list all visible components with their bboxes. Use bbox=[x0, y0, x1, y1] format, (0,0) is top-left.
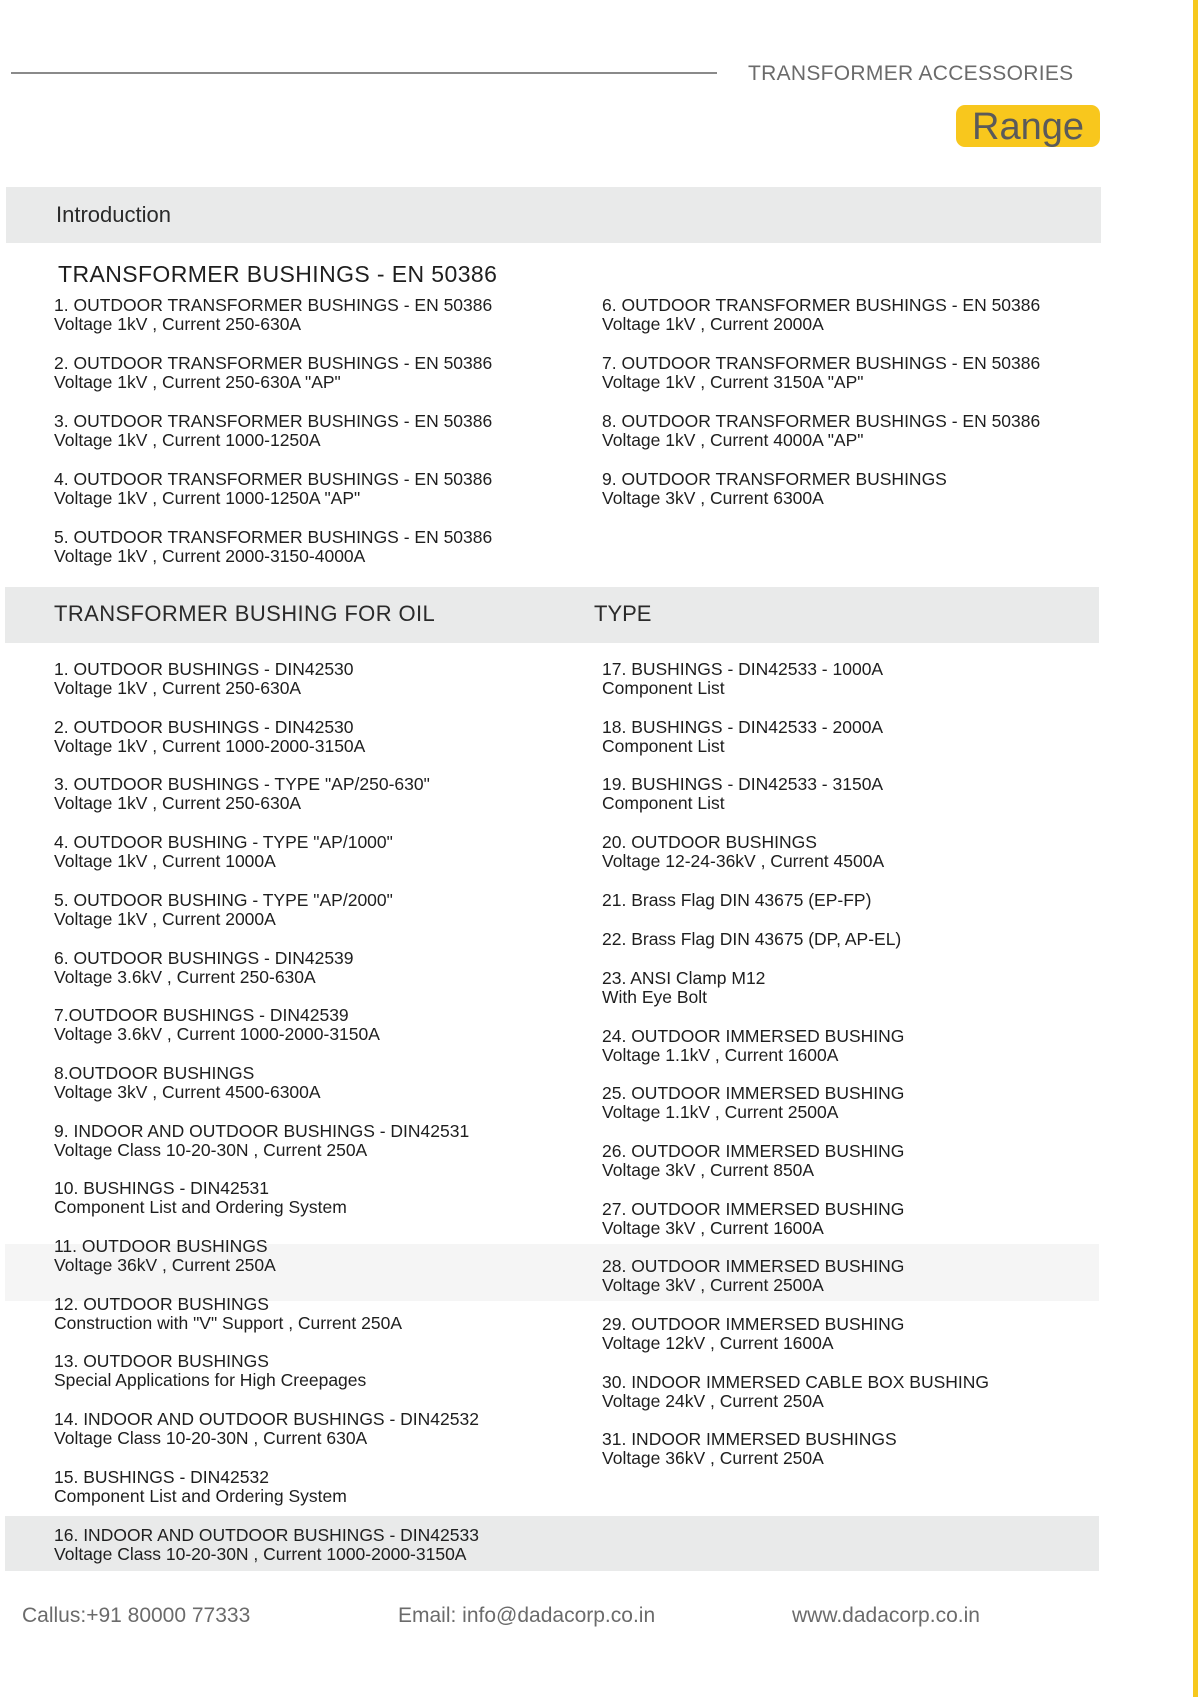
item-spec: Voltage 1.1kV , Current 1600A bbox=[602, 1044, 839, 1065]
list-item bbox=[54, 528, 492, 566]
item-title: 2. OUTDOOR TRANSFORMER BUSHINGS - EN 50386 bbox=[54, 353, 493, 373]
item-spec: Voltage 1kV , Current 2000-3150-4000A bbox=[54, 546, 366, 566]
item-spec: Voltage 1kV , Current 2000A bbox=[602, 314, 824, 334]
item-title: 7. OUTDOOR TRANSFORMER BUSHINGS - EN 50386 bbox=[602, 353, 1041, 373]
list-item bbox=[602, 718, 883, 756]
item-spec: Voltage 3kV , Current 850A bbox=[602, 1159, 815, 1180]
list-item bbox=[54, 1295, 402, 1333]
header-rule bbox=[11, 72, 717, 74]
list-item bbox=[54, 296, 492, 334]
item-title: 13. OUTDOOR BUSHINGS bbox=[54, 1351, 269, 1372]
list-item bbox=[54, 1352, 366, 1390]
item-title: 11. OUTDOOR BUSHINGS bbox=[54, 1236, 268, 1256]
list-item bbox=[54, 949, 354, 987]
list-item bbox=[54, 891, 393, 929]
item-title: 8.OUTDOOR BUSHINGS bbox=[54, 1062, 255, 1083]
item-spec: Voltage Class 10-20-30N , Current 250A bbox=[54, 1139, 368, 1160]
list-item bbox=[54, 470, 492, 508]
item-title: 22. Brass Flag DIN 43675 (DP, AP-EL) bbox=[602, 928, 902, 949]
item-title: 29. OUTDOOR IMMERSED BUSHING bbox=[602, 1314, 905, 1334]
en50386-section-title: TRANSFORMER BUSHINGS - EN 50386 bbox=[58, 261, 498, 287]
list-item bbox=[602, 1430, 897, 1468]
list-item bbox=[602, 1373, 989, 1411]
item-title: 17. BUSHINGS - DIN42533 - 1000A bbox=[602, 659, 884, 679]
list-item bbox=[54, 1410, 479, 1448]
list-item bbox=[602, 1257, 904, 1295]
list-item bbox=[54, 1526, 479, 1564]
item-spec: Voltage 1kV , Current 250-630A bbox=[54, 793, 302, 814]
item-title: 24. OUTDOOR IMMERSED BUSHING bbox=[602, 1025, 905, 1046]
item-spec: Voltage 12kV , Current 1600A bbox=[602, 1333, 834, 1353]
item-spec: Component List and Ordering System bbox=[54, 1197, 347, 1218]
category-label: TRANSFORMER ACCESSORIES bbox=[748, 62, 1074, 85]
introduction-label: Introduction bbox=[56, 202, 171, 227]
list-item bbox=[602, 775, 883, 813]
introduction-band bbox=[6, 187, 1101, 243]
item-title: 14. INDOOR AND OUTDOOR BUSHINGS - DIN42532 bbox=[54, 1409, 479, 1430]
item-spec: Voltage 1kV , Current 1000A bbox=[54, 851, 276, 872]
item-spec: Voltage 1kV , Current 250-630A "AP" bbox=[54, 372, 341, 392]
item-spec: Voltage 3.6kV , Current 1000-2000-3150A bbox=[54, 1024, 380, 1045]
list-item bbox=[602, 891, 871, 910]
item-spec: Voltage 1kV , Current 3150A "AP" bbox=[602, 372, 864, 392]
range-badge bbox=[956, 105, 1100, 147]
list-item bbox=[54, 1237, 276, 1275]
item-title: 20. OUTDOOR BUSHINGS bbox=[602, 832, 817, 853]
item-title: 19. BUSHINGS - DIN42533 - 3150A bbox=[602, 774, 884, 795]
item-title: 10. BUSHINGS - DIN42531 bbox=[54, 1178, 269, 1199]
list-item bbox=[54, 1468, 347, 1506]
list-item bbox=[602, 296, 1040, 334]
item-title: 12. OUTDOOR BUSHINGS bbox=[54, 1293, 269, 1314]
list-item bbox=[54, 718, 365, 756]
list-item bbox=[54, 1122, 469, 1160]
item-spec: Voltage 1kV , Current 1000-1250A "AP" bbox=[54, 488, 361, 508]
item-title: 16. INDOOR AND OUTDOOR BUSHINGS - DIN42533 bbox=[54, 1524, 479, 1545]
item-spec: Voltage 1.1kV , Current 2500A bbox=[602, 1102, 839, 1123]
item-title: 21. Brass Flag DIN 43675 (EP-FP) bbox=[602, 889, 872, 910]
item-spec: Voltage 1kV , Current 2000A bbox=[54, 908, 276, 929]
footer-website[interactable]: www.dadacorp.co.in bbox=[792, 1604, 980, 1627]
list-item bbox=[54, 833, 393, 871]
item-spec: Voltage 1kV , Current 4000A "AP" bbox=[602, 430, 864, 450]
item-title: 4. OUTDOOR BUSHING - TYPE "AP/1000" bbox=[54, 832, 393, 853]
list-item bbox=[54, 775, 430, 813]
item-spec: Voltage 24kV , Current 250A bbox=[602, 1390, 824, 1411]
list-item bbox=[54, 412, 492, 450]
item-title: 2. OUTDOOR BUSHINGS - DIN42530 bbox=[54, 716, 354, 737]
item-title: 6. OUTDOOR BUSHINGS - DIN42539 bbox=[54, 947, 354, 968]
item-title: 31. INDOOR IMMERSED BUSHINGS bbox=[602, 1429, 897, 1450]
item-spec: Voltage 36kV , Current 250A bbox=[602, 1448, 824, 1469]
item-title: 9. INDOOR AND OUTDOOR BUSHINGS - DIN42531 bbox=[54, 1120, 470, 1141]
item-spec: Component List bbox=[602, 793, 725, 814]
item-title: 3. OUTDOOR TRANSFORMER BUSHINGS - EN 50386 bbox=[54, 411, 493, 431]
item-spec: Voltage 36kV , Current 250A bbox=[54, 1255, 276, 1275]
item-title: 28. OUTDOOR IMMERSED BUSHING bbox=[602, 1256, 905, 1277]
list-item bbox=[602, 412, 1040, 450]
item-title: 26. OUTDOOR IMMERSED BUSHING bbox=[602, 1140, 905, 1161]
list-item bbox=[602, 930, 901, 949]
item-spec: Voltage 1kV , Current 1000-2000-3150A bbox=[54, 735, 366, 756]
list-item bbox=[602, 833, 884, 871]
item-spec: Voltage 3kV , Current 2500A bbox=[602, 1275, 824, 1296]
item-title: 25. OUTDOOR IMMERSED BUSHING bbox=[602, 1083, 905, 1104]
list-item bbox=[602, 969, 765, 1007]
item-title: 18. BUSHINGS - DIN42533 - 2000A bbox=[602, 716, 884, 737]
list-item bbox=[602, 354, 1040, 392]
item-title: 9. OUTDOOR TRANSFORMER BUSHINGS bbox=[602, 469, 947, 489]
item-spec: Voltage 3.6kV , Current 250-630A bbox=[54, 966, 316, 987]
oil-bushing-title: TRANSFORMER BUSHING FOR OIL bbox=[54, 601, 436, 626]
list-item bbox=[602, 1027, 904, 1065]
item-title: 30. INDOOR IMMERSED CABLE BOX BUSHING bbox=[602, 1371, 990, 1392]
item-title: 8. OUTDOOR TRANSFORMER BUSHINGS - EN 50386 bbox=[602, 411, 1041, 431]
list-item bbox=[602, 660, 883, 698]
list-item bbox=[54, 1179, 347, 1217]
item-spec: With Eye Bolt bbox=[602, 986, 708, 1007]
item-spec: Voltage 1kV , Current 250-630A bbox=[54, 678, 302, 698]
footer-phone: Callus:+91 80000 77333 bbox=[22, 1604, 251, 1627]
list-item bbox=[602, 1142, 904, 1180]
list-item bbox=[54, 354, 492, 392]
item-title: 3. OUTDOOR BUSHINGS - TYPE "AP/250-630" bbox=[54, 774, 430, 795]
item-spec: Voltage 1kV , Current 250-630A bbox=[54, 314, 302, 334]
list-item bbox=[602, 1200, 904, 1238]
list-item bbox=[602, 470, 947, 508]
item-title: 15. BUSHINGS - DIN42532 bbox=[54, 1466, 269, 1487]
item-title: 27. OUTDOOR IMMERSED BUSHING bbox=[602, 1198, 905, 1219]
list-item bbox=[54, 1006, 380, 1044]
item-title: 1. OUTDOOR BUSHINGS - DIN42530 bbox=[54, 659, 354, 679]
yellow-edge-stripe bbox=[1193, 0, 1198, 1697]
item-spec: Voltage 1kV , Current 1000-1250A bbox=[54, 430, 321, 450]
item-spec: Voltage 12-24-36kV , Current 4500A bbox=[602, 851, 885, 872]
item-spec: Voltage Class 10-20-30N , Current 630A bbox=[54, 1428, 368, 1449]
oil-type-label: TYPE bbox=[594, 601, 652, 626]
item-spec: Component List and Ordering System bbox=[54, 1485, 347, 1506]
list-item bbox=[602, 1315, 904, 1353]
item-title: 5. OUTDOOR BUSHING - TYPE "AP/2000" bbox=[54, 889, 393, 910]
item-title: 6. OUTDOOR TRANSFORMER BUSHINGS - EN 50386 bbox=[602, 295, 1041, 315]
item-title: 7.OUTDOOR BUSHINGS - DIN42539 bbox=[54, 1005, 349, 1026]
item-spec: Component List bbox=[602, 678, 725, 698]
list-item bbox=[54, 660, 354, 698]
item-spec: Component List bbox=[602, 735, 725, 756]
oil-bushing-band bbox=[5, 587, 1099, 643]
item-title: 4. OUTDOOR TRANSFORMER BUSHINGS - EN 50386 bbox=[54, 469, 493, 489]
item-title: 23. ANSI Clamp M12 bbox=[602, 967, 766, 988]
item-spec: Voltage Class 10-20-30N , Current 1000-2000-3150A bbox=[54, 1543, 467, 1564]
item-spec: Voltage 3kV , Current 6300A bbox=[602, 488, 824, 508]
footer-email[interactable]: Email: info@dadacorp.co.in bbox=[398, 1604, 656, 1627]
item-spec: Voltage 3kV , Current 1600A bbox=[602, 1217, 824, 1238]
item-spec: Construction with "V" Support , Current 250A bbox=[54, 1312, 403, 1333]
item-spec: Voltage 3kV , Current 4500-6300A bbox=[54, 1081, 321, 1102]
list-item bbox=[602, 1084, 904, 1122]
list-item bbox=[54, 1064, 321, 1102]
range-badge-label: Range bbox=[972, 106, 1084, 148]
item-title: 5. OUTDOOR TRANSFORMER BUSHINGS - EN 50386 bbox=[54, 527, 493, 547]
item-title: 1. OUTDOOR TRANSFORMER BUSHINGS - EN 50386 bbox=[54, 295, 493, 315]
item-spec: Special Applications for High Creepages bbox=[54, 1370, 367, 1391]
